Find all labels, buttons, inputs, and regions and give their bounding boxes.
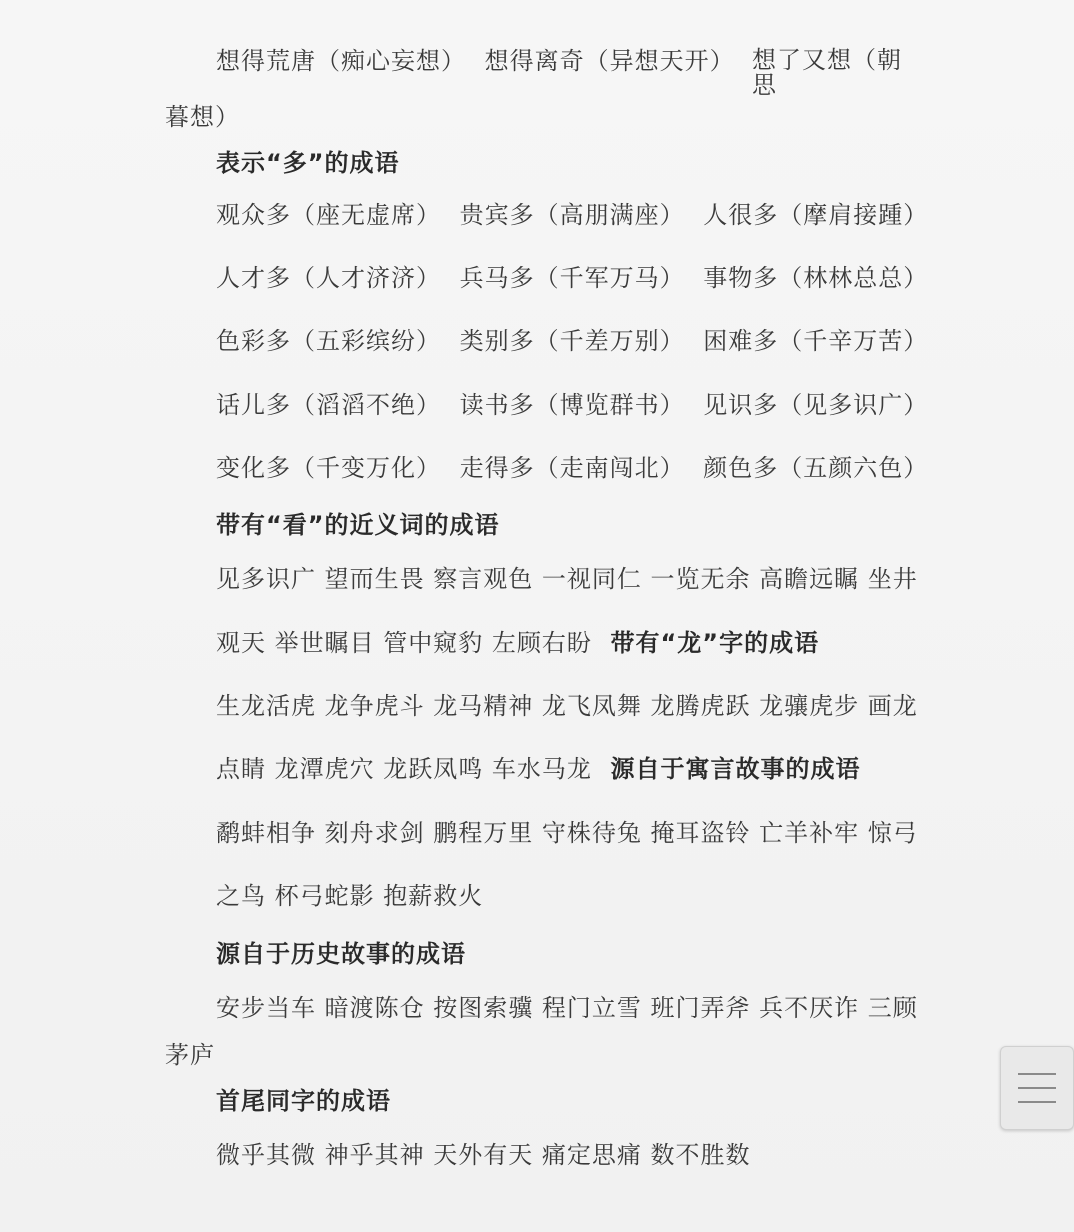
long-line-1: 生龙活虎 龙争虎斗 龙马精神 龙飞凤舞 龙腾虎跃 龙骧虎步 画龙 [216, 692, 918, 720]
yuyan-line-2: 之鸟 杯弓蛇影 抱薪救火 [216, 882, 484, 910]
duo-item: 走得多（走南闯北） [459, 454, 685, 482]
duo-item: 变化多（千变万化） [216, 454, 441, 482]
section-heading-yuyan: 源自于寓言故事的成语 [610, 755, 861, 783]
section-heading-lishi: 源自于历史故事的成语 [216, 940, 466, 968]
long-line-2-text: 点睛 龙潭虎穴 龙跃凤鸣 车水马龙 [216, 755, 592, 783]
intro-line-1 [216, 46, 735, 76]
duo-item: 观众多（座无虚席） [216, 201, 441, 229]
shouwei-line-1: 微乎其微 神乎其神 天外有天 痛定思痛 数不胜数 [216, 1141, 751, 1169]
lishi-line-2: 茅庐 [165, 1041, 215, 1069]
section-heading-long: 带有“龙”字的成语 [610, 629, 820, 657]
section-heading-shouwei: 首尾同字的成语 [216, 1087, 391, 1115]
kan-line-2-text: 观天 举世瞩目 管中窥豹 左顾右盼 [216, 629, 592, 657]
duo-item: 人很多（摩肩接踵） [703, 201, 929, 229]
duo-row-5 [216, 453, 928, 483]
duo-row-1 [216, 200, 928, 230]
duo-row-4 [216, 390, 928, 420]
duo-item: 见识多（见多识广） [703, 391, 929, 419]
long-line-2 [216, 754, 861, 784]
intro-item-1: 想得荒唐（痴心妄想） [216, 47, 466, 75]
duo-item: 贵宾多（高朋满座） [459, 201, 685, 229]
intro-item-2: 想得离奇（异想天开） [484, 47, 735, 75]
duo-row-3 [216, 326, 928, 356]
lishi-line-1: 安步当车 暗渡陈仓 按图索骥 程门立雪 班门弄斧 兵不厌诈 三顾 [216, 994, 918, 1022]
section-heading-duo: 表示“多”的成语 [216, 149, 400, 177]
duo-item: 人才多（人才济济） [216, 264, 441, 292]
duo-item: 兵马多（千军万马） [459, 264, 685, 292]
intro-item-3 [752, 48, 902, 98]
kan-line-2 [216, 628, 819, 658]
intro-line-2: 暮想） [165, 103, 240, 131]
section-heading-kan: 带有“看”的近义词的成语 [216, 511, 500, 539]
duo-item: 颜色多（五颜六色） [703, 454, 929, 482]
duo-row-2 [216, 263, 928, 293]
duo-item: 色彩多（五彩缤纷） [216, 327, 441, 355]
intro-item-3-text: 想了又想（朝 [752, 46, 902, 74]
duo-item: 读书多（博览群书） [459, 391, 685, 419]
intro-item-3-wrap: 思 [752, 71, 777, 99]
yuyan-line-1: 鹬蚌相争 刻舟求剑 鹏程万里 守株待兔 掩耳盗铃 亡羊补牢 惊弓 [216, 819, 918, 847]
duo-item: 困难多（千辛万苦） [703, 327, 929, 355]
menu-button[interactable] [1000, 1046, 1074, 1130]
kan-line-1: 见多识广 望而生畏 察言观色 一视同仁 一览无余 高瞻远瞩 坐井 [216, 565, 918, 593]
duo-item: 话儿多（滔滔不绝） [216, 391, 441, 419]
duo-item: 类别多（千差万别） [459, 327, 685, 355]
duo-item: 事物多（林林总总） [703, 264, 929, 292]
